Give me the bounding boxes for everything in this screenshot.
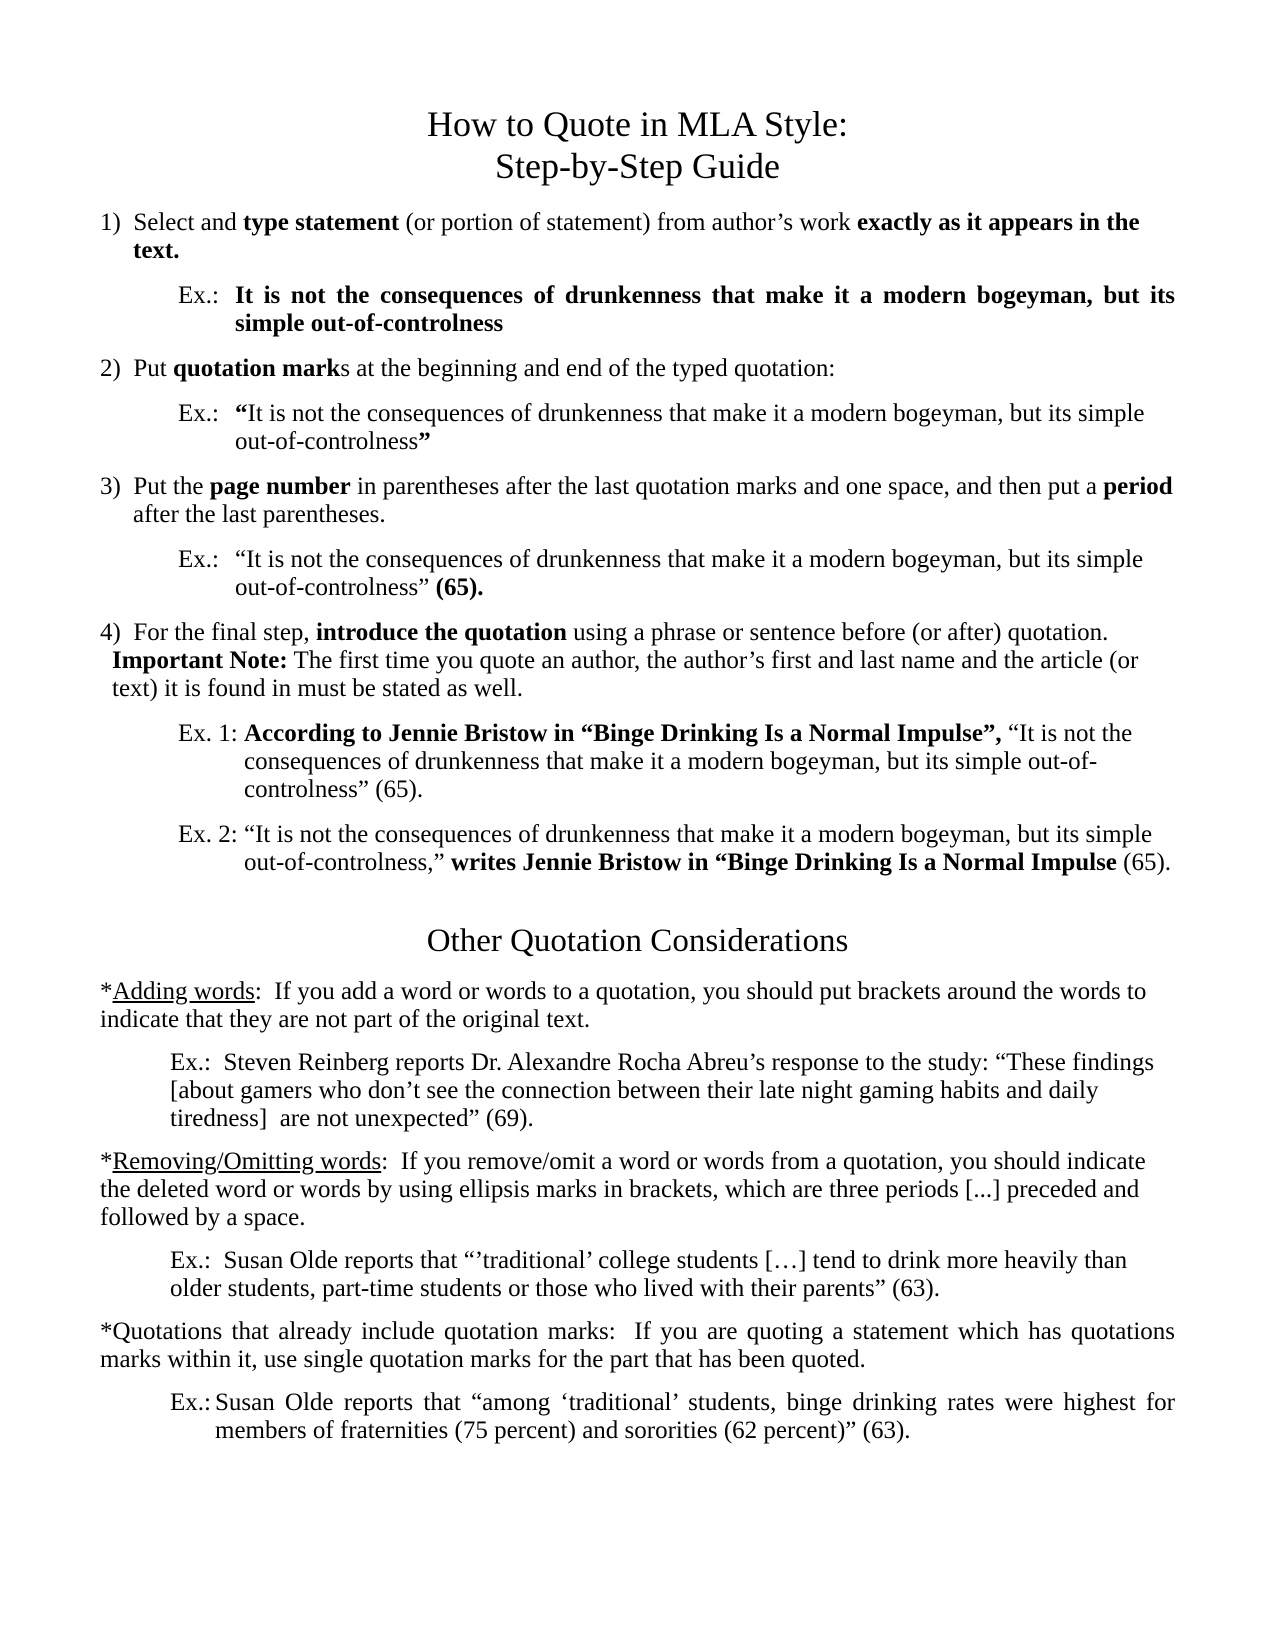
- bold-run: (65).: [435, 574, 484, 601]
- example-body: [244, 821, 1175, 877]
- title-line-2: Step-by-Step Guide: [495, 146, 780, 186]
- text-run: Susan Olde reports that “’traditional’ college students […] tend to drink more heavily than older students, part-time students or those who lived with their parents” (63).: [170, 1247, 1128, 1302]
- considerations-heading: Other Quotation Considerations: [426, 923, 849, 959]
- step-number: 3): [100, 473, 134, 500]
- text-run: Put: [133, 355, 173, 382]
- step-number: 2): [100, 355, 134, 382]
- underlined-run: Adding words: [112, 978, 255, 1005]
- consideration-item-3: [100, 1318, 1175, 1374]
- text-run: Susan Olde reports that “among ‘traditional’ students, binge drinking rates were highest for members of fraternities (75 percent) and sororities (62 percent)” (63).: [215, 1389, 1175, 1444]
- text-run: : If you add a word or words to a quotation, you should put brackets around the words to indicate that they are not part of the original text.: [100, 978, 1147, 1033]
- example-label: Ex.:: [178, 282, 219, 309]
- text-run: *: [100, 978, 113, 1005]
- bold-run: type statement: [243, 209, 400, 236]
- text-run: after the last parentheses.: [133, 501, 386, 528]
- bold-run: According to Jennie Bristow in “Binge Drinking Is a Normal Impulse”,: [244, 720, 1002, 747]
- example-label: Ex.:: [178, 546, 219, 573]
- example: [170, 1389, 1175, 1445]
- text-run: *: [100, 1148, 113, 1175]
- example: [178, 546, 1175, 602]
- text-run: The first time you quote an author, the author’s first and last name and the article (or text) it is found in must be stated as well.: [112, 647, 1139, 702]
- text-run: (65).: [1116, 849, 1172, 876]
- example: [178, 720, 1175, 804]
- step-item-4: [100, 619, 1175, 703]
- example-label: Ex.:: [170, 1049, 224, 1076]
- step-number: 4): [100, 619, 134, 646]
- text-run: using a phrase or sentence before (or after) quotation.: [566, 619, 1109, 646]
- text-run: s at the beginning and end of the typed quotation:: [340, 355, 836, 382]
- steps-list: [100, 209, 1175, 894]
- example-label: Ex.:: [170, 1247, 224, 1274]
- text-run: Select and: [133, 209, 244, 236]
- example-body: [244, 720, 1175, 804]
- bold-run: introduce the quotation: [315, 619, 567, 646]
- text-run: It is not the consequences of drunkenness that make it a modern bogeyman, but its simple out-of-controlness: [235, 400, 1145, 455]
- example: [178, 282, 1175, 338]
- text-run: “It is not the consequences of drunkenness that make it a modern bogeyman, but its simple out-of-controlness,”: [244, 821, 1153, 876]
- example-label: Ex.:: [170, 1389, 211, 1416]
- text-run: Steven Reinberg reports Dr. Alexandre Rocha Abreu’s response to the study: “These findings [about gamers who don’t see the connection between their late night gaming habits and daily tiredness] are not unexpected” (69).: [170, 1049, 1155, 1132]
- step-number: 1): [100, 209, 134, 236]
- bold-run: period: [1103, 473, 1173, 500]
- step-item-3: [100, 473, 1175, 529]
- example: [178, 821, 1175, 877]
- bold-run: exactly as it appears in the text.: [133, 209, 1140, 264]
- example: [170, 1049, 1175, 1133]
- example-label: Ex. 2:: [178, 821, 238, 848]
- bold-run: page number: [209, 473, 351, 500]
- step-item-1: [100, 209, 1175, 265]
- example: [178, 400, 1175, 456]
- bold-run: writes Jennie Bristow in “Binge Drinking Is a Normal Impulse: [450, 849, 1117, 876]
- example-body: [215, 1389, 1175, 1445]
- bold-run: Important Note:: [112, 647, 288, 674]
- text-run: Put the: [133, 473, 210, 500]
- step-item-2: [100, 355, 1175, 383]
- text-run: in parentheses after the last quotation marks and one space, and then put a: [350, 473, 1104, 500]
- text-run: For the final step,: [133, 619, 316, 646]
- bold-run: quotation mark: [172, 355, 341, 382]
- consideration-item-1: [100, 978, 1175, 1034]
- text-run: *Quotations that already include quotation marks: If you are quoting a statement which has quotations marks within it, use single quotation marks for the part that has been quoted.: [100, 1318, 1175, 1373]
- example-body: [235, 400, 1175, 456]
- text-run: “It is not the consequences of drunkenness that make it a modern bogeyman, but its simple out-of-controlness” (65).: [244, 720, 1133, 803]
- text-run: “It is not the consequences of drunkenness that make it a modern bogeyman, but its simple out-of-controlness”: [235, 546, 1144, 601]
- document-title: [100, 103, 1175, 187]
- example-body: [235, 546, 1175, 602]
- example-label: Ex.:: [178, 400, 219, 427]
- example: [170, 1247, 1175, 1303]
- bold-run: ”: [418, 428, 431, 455]
- text-run: (or portion of statement) from author’s work: [399, 209, 857, 236]
- example-label: Ex. 1:: [178, 720, 238, 747]
- title-line-1: How to Quote in MLA Style:: [427, 104, 848, 144]
- considerations-list: [100, 978, 1175, 1462]
- consideration-item-2: [100, 1148, 1175, 1232]
- bold-run: It is not the consequences of drunkenness that make it a modern bogeyman, but its simple out-of-controlness: [235, 282, 1175, 337]
- example-body: [235, 282, 1175, 338]
- bold-run: “: [235, 400, 248, 427]
- underlined-run: Removing/Omitting words: [112, 1148, 382, 1175]
- text-run: : If you remove/omit a word or words from a quotation, you should indicate the deleted word or words by using ellipsis marks in brackets, which are three periods [...] preceded and followed by a space.: [100, 1148, 1146, 1231]
